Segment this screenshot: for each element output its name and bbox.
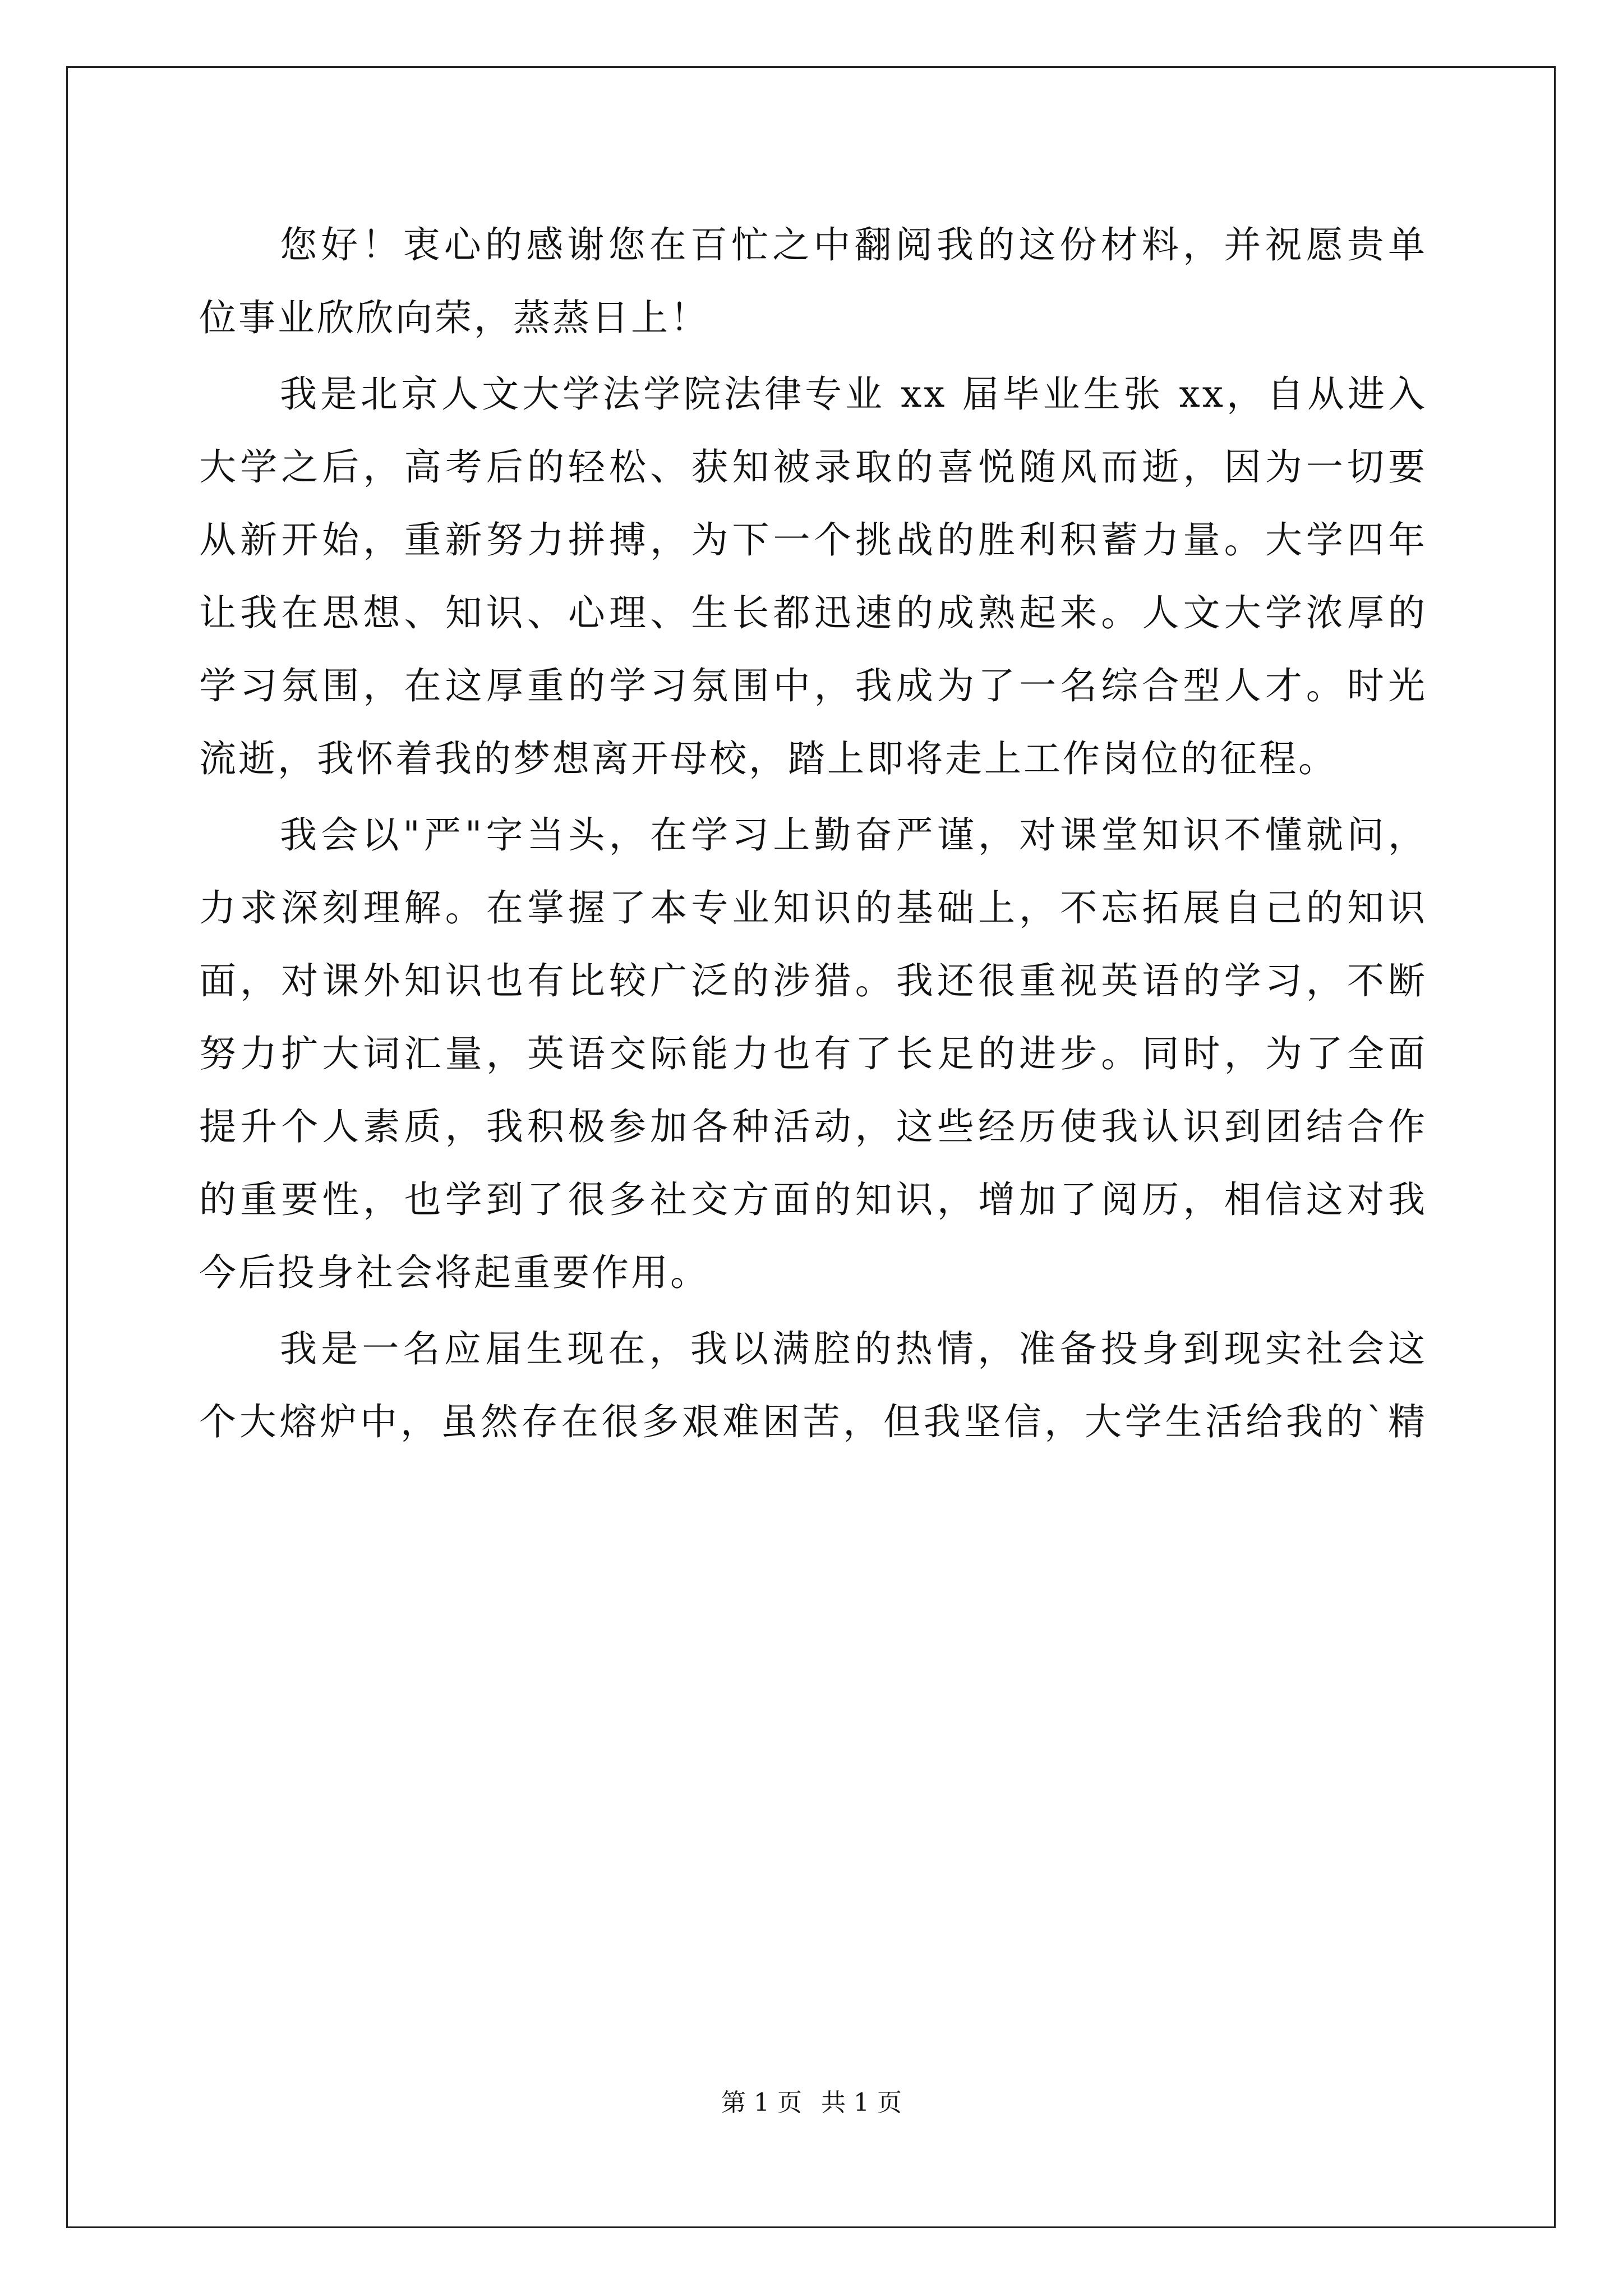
text-line: 您好！衷心的感谢您在百忙之中翻阅我的这份材料，并祝愿贵单 (280, 223, 1427, 266)
text-line: 位事业欣欣向荣，蒸蒸日上！ (199, 296, 709, 339)
paragraph-greeting (199, 209, 1427, 355)
page-total: 共 1 页 (821, 2088, 902, 2117)
text-line: 努力扩大词汇量，英语交际能力也有了长足的进步。同时，为了全面 (199, 1032, 1427, 1075)
text-line: 我会以"严"字当头，在学习上勤奋严谨，对课堂知识不懂就问， (280, 813, 1427, 857)
paragraph-study (199, 799, 1427, 1309)
text-line: 从新开始，重新努力拼搏，为下一个挑战的胜利积蓄力量。大学四年 (199, 518, 1427, 562)
document-body (199, 209, 1427, 1458)
text-line: 我是北京人文大学法学院法律专业 xx 届毕业生张 xx，自从进入 (280, 372, 1427, 416)
text-line: 让我在思想、知识、心理、生长都迅速的成熟起来。人文大学浓厚的 (199, 591, 1427, 634)
text-line: 今后投身社会将起重要作用。 (199, 1251, 709, 1294)
text-line: 力求深刻理解。在掌握了本专业知识的基础上，不忘拓展自己的知识 (199, 886, 1427, 930)
text-line: 面，对课外知识也有比较广泛的涉猎。我还很重视英语的学习，不断 (199, 959, 1427, 1002)
text-line: 提升个人素质，我积极参加各种活动，这些经历使我认识到团结合作 (199, 1105, 1427, 1148)
page-footer (0, 2082, 1623, 2118)
text-line: 大学之后，高考后的轻松、获知被录取的喜悦随风而逝，因为一切要 (199, 445, 1427, 489)
paragraph-outlook (199, 1313, 1427, 1458)
text-line: 流逝，我怀着我的梦想离开母校，踏上即将走上工作岗位的征程。 (199, 737, 1338, 780)
text-line: 的重要性，也学到了很多社交方面的知识，增加了阅历，相信这对我 (199, 1178, 1427, 1221)
paragraph-introduction (199, 358, 1427, 795)
page-number: 第 1 页 (721, 2088, 802, 2117)
text-line: 个大熔炉中，虽然存在很多艰难困苦，但我坚信，大学生活给我的`精 (199, 1400, 1427, 1443)
text-line: 我是一名应届生现在，我以满腔的热情，准备投身到现实社会这 (280, 1327, 1427, 1370)
text-line: 学习氛围，在这厚重的学习氛围中，我成为了一名综合型人才。时光 (199, 664, 1427, 707)
